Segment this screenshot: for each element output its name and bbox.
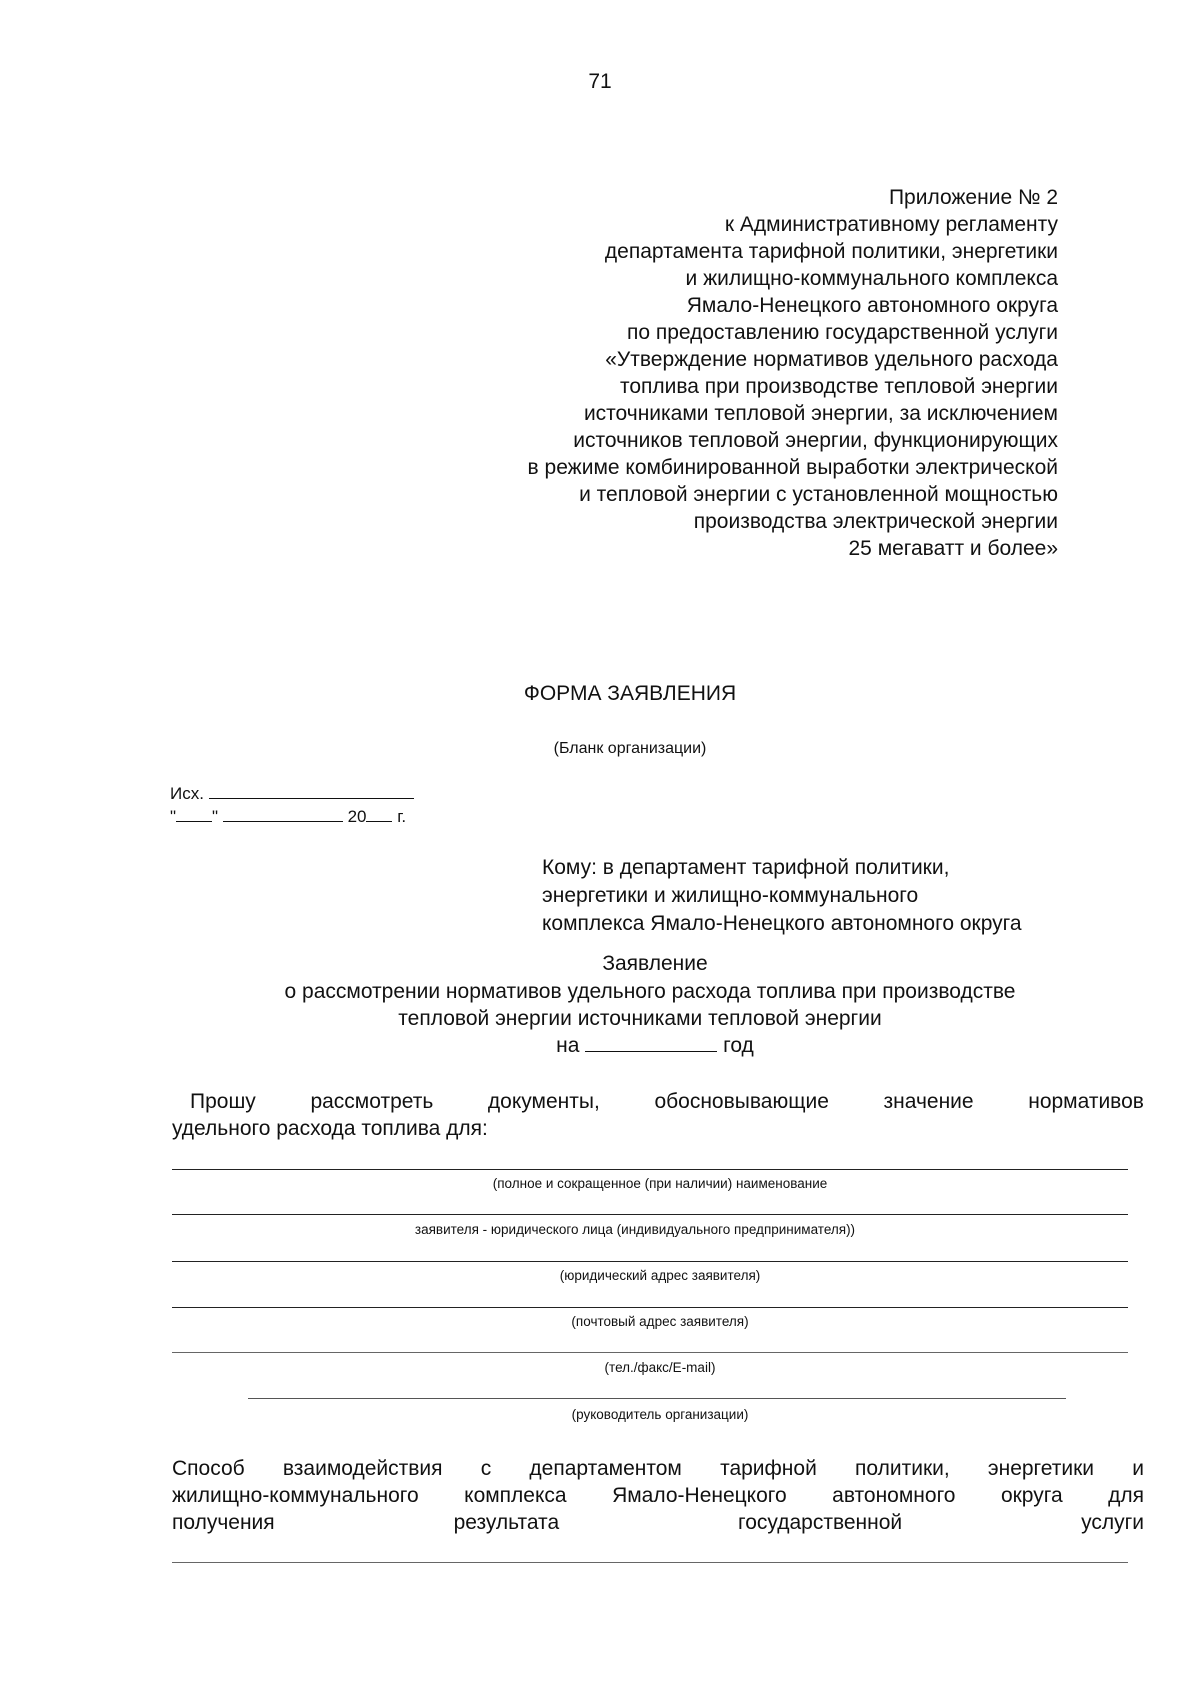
word: государственной [738, 1511, 903, 1534]
appendix-line: и жилищно-коммунального комплекса [685, 267, 1058, 290]
outgoing-ref-field[interactable] [209, 782, 414, 799]
appendix-line: топлива при производстве тепловой энергии [619, 375, 1058, 398]
word: энергетики [987, 1457, 1095, 1480]
appendix-line: Приложение № 2 [888, 186, 1058, 209]
word: Прошу [190, 1090, 256, 1113]
word: и [1132, 1457, 1144, 1480]
word: политики, [855, 1457, 950, 1480]
appendix-line: в режиме комбинированной выработки электрической [527, 456, 1058, 479]
statement-year-prefix: на [556, 1034, 580, 1057]
appendix-line: источниками тепловой энергии, за исключением [583, 402, 1058, 425]
interaction-line-1 [172, 1455, 1144, 1482]
date-month-field[interactable] [223, 805, 343, 822]
appendix-header [438, 184, 1058, 562]
field-caption: (руководитель организации) [571, 1407, 749, 1422]
appendix-line: Ямало-Ненецкого автономного округа [686, 294, 1058, 317]
word: обосновывающие [654, 1090, 829, 1113]
request-line-1 [172, 1088, 1144, 1115]
word: взаимодействия [282, 1457, 443, 1480]
interaction-line-2 [172, 1482, 1144, 1509]
statement-subtitle-1: о рассмотрении нормативов удельного расхода топлива при производстве [284, 980, 1016, 1003]
legal-address-line[interactable] [172, 1261, 1128, 1262]
field-caption: (полное и сокращенное (при наличии) наименование [492, 1176, 828, 1191]
date-year-prefix: 20 [347, 807, 367, 826]
date-year-suffix: г. [397, 807, 407, 826]
word: для [1108, 1484, 1144, 1507]
form-title: ФОРМА ЗАЯВЛЕНИЯ [523, 682, 737, 705]
word: тарифной [720, 1457, 817, 1480]
request-line-2: удельного расхода топлива для: [172, 1117, 488, 1140]
postal-address-line[interactable] [172, 1307, 1128, 1308]
blank-label: (Бланк организации) [553, 740, 707, 757]
outgoing-reference-block [170, 782, 414, 828]
applicant-type-line[interactable] [172, 1214, 1128, 1215]
word: автономного [832, 1484, 956, 1507]
interaction-paragraph [172, 1455, 1144, 1536]
applicant-name-line[interactable] [172, 1169, 1128, 1170]
word: Способ [172, 1457, 245, 1480]
word: комплекса [464, 1484, 567, 1507]
appendix-line: «Утверждение нормативов удельного расхода [605, 348, 1058, 371]
appendix-line: по предоставлению государственной услуги [626, 321, 1058, 344]
word: округа [1000, 1484, 1063, 1507]
word: департаментом [529, 1457, 682, 1480]
date-day-field[interactable] [176, 805, 212, 822]
addressee-block [542, 854, 1022, 938]
appendix-line: производства электрической энергии [693, 510, 1058, 533]
field-caption: (почтовый адрес заявителя) [571, 1314, 749, 1329]
addressee-line: Кому: в департамент тарифной политики, [542, 856, 950, 879]
page-number: 71 [588, 70, 612, 93]
word: жилищно-коммунального [172, 1484, 419, 1507]
field-caption: (юридический адрес заявителя) [559, 1268, 761, 1283]
word: рассмотреть [310, 1090, 434, 1113]
request-paragraph [172, 1088, 1144, 1142]
field-caption: (тел./факс/E-mail) [604, 1360, 716, 1375]
contacts-line[interactable] [172, 1352, 1128, 1353]
interaction-line-3 [172, 1509, 1144, 1536]
statement-year-line [0, 1034, 1200, 1058]
interaction-method-line[interactable] [172, 1562, 1128, 1563]
word: нормативов [1028, 1090, 1144, 1113]
word: Ямало-Ненецкого [612, 1484, 787, 1507]
appendix-line: источников тепловой энергии, функционирующих [573, 429, 1058, 452]
statement-subtitle-2: тепловой энергии источниками тепловой энергии [398, 1007, 882, 1030]
date-open-quote: " [170, 807, 177, 826]
word: получения [172, 1511, 275, 1534]
statement-title: Заявление [602, 952, 708, 975]
word: значение [883, 1090, 974, 1113]
statement-year-field[interactable] [585, 1035, 717, 1052]
appendix-line: 25 мегаватт и более» [848, 537, 1058, 560]
outgoing-ref-label: Исх. [170, 784, 204, 803]
word: документы, [487, 1090, 600, 1113]
word: услуги [1081, 1511, 1144, 1534]
word: с [480, 1457, 492, 1480]
date-close-quote: " [212, 807, 219, 826]
director-line[interactable] [248, 1398, 1066, 1399]
addressee-line: комплекса Ямало-Ненецкого автономного округа [542, 912, 1022, 935]
appendix-line: к Административному регламенту [724, 213, 1058, 236]
addressee-line: энергетики и жилищно-коммунального [542, 884, 919, 907]
date-year-field[interactable] [366, 805, 392, 822]
appendix-line: и тепловой энергии с установленной мощностью [579, 483, 1058, 506]
field-caption: заявителя - юридического лица (индивидуального предпринимателя)) [414, 1222, 856, 1237]
word: результата [453, 1511, 560, 1534]
statement-year-suffix: год [723, 1034, 754, 1057]
appendix-line: департамента тарифной политики, энергетики [604, 240, 1058, 263]
